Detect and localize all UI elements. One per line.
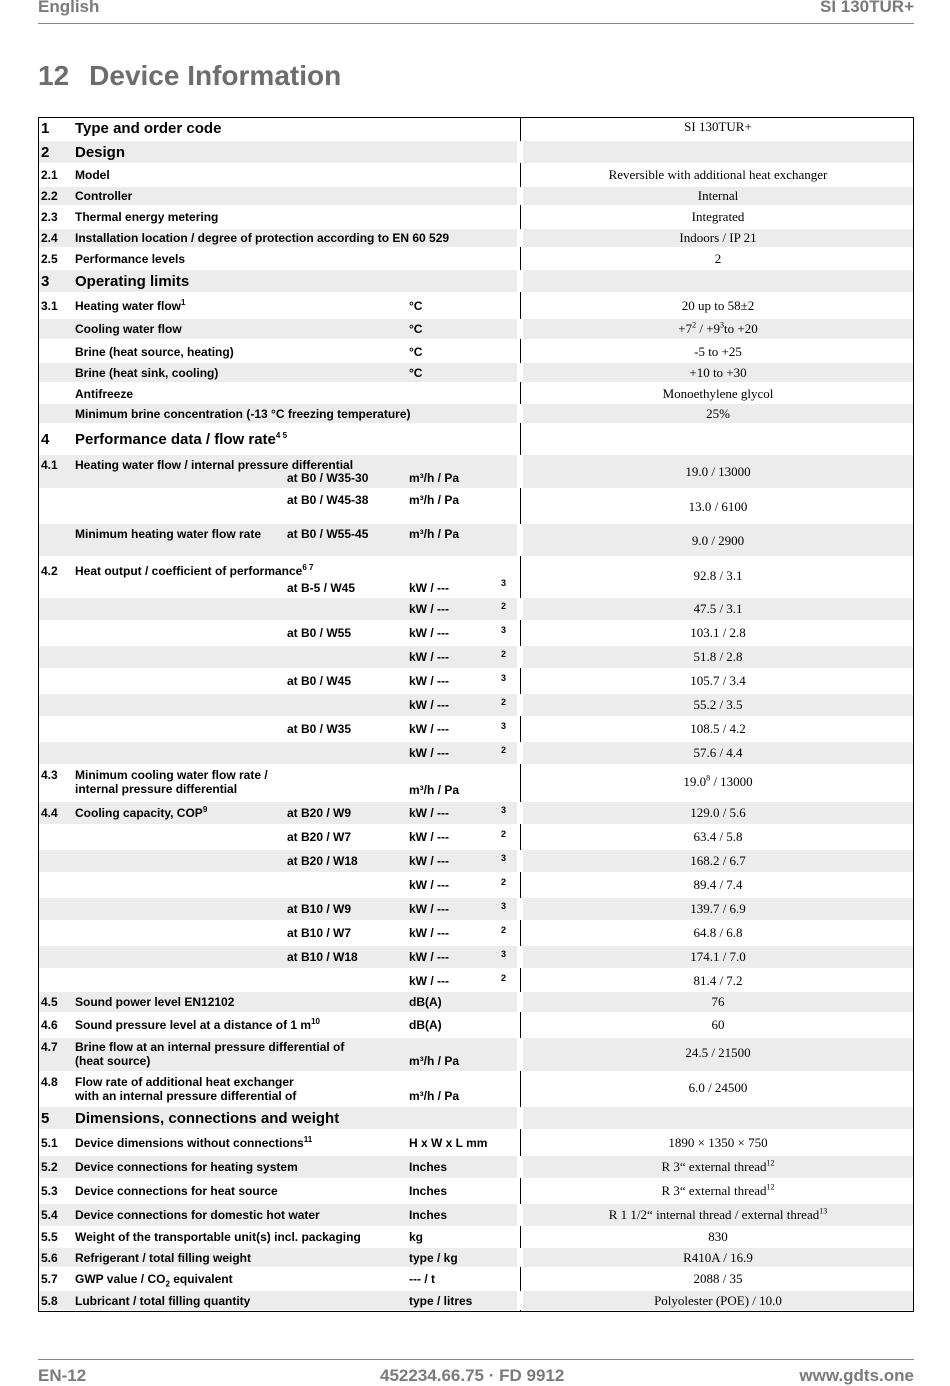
row-unit: kW / --- [409,878,449,892]
row-unit: dB(A) [409,995,442,1009]
table-row [39,898,913,920]
table-row [39,1248,913,1267]
row-unit: kW / --- [409,902,449,916]
row-number: 4 [41,431,50,448]
row-unit: Inches [409,1160,448,1174]
row-number: 5.4 [41,1208,58,1222]
table-row [39,802,913,824]
row-value: R 3“ external thread$^{12}$ [661,1158,775,1174]
row-value: R410A / 16.9 [683,1250,753,1265]
row-condition: at B10 / W9 [287,902,352,916]
row-unit: type / litres [409,1294,473,1308]
table-row [39,166,913,184]
row-value: Polyolester (POE) / 10.0 [654,1293,782,1308]
row-label: Performance levels [75,252,186,266]
row-label: Performance data / flow rate$^{4 5}$ [75,431,288,448]
table-row [39,850,913,872]
row-number: 4.3 [41,768,58,782]
row-number: 5.5 [41,1230,58,1244]
row-value: 13.0 / 6100 [688,499,748,514]
row-unit: kW / --- [409,950,449,964]
row-stage-marker: 3 [501,578,507,588]
row-stage-marker: 2 [501,649,507,659]
row-gap [517,141,523,163]
row-label: Heat output / coefficient of performance$^{6 7}$ [75,563,314,578]
row-value: 2088 / 35 [693,1271,743,1286]
row-condition: at B-5 / W45 [287,581,356,595]
row-number: 4.8 [41,1075,58,1089]
row-number: 4.1 [41,458,58,472]
row-stage-marker: 2 [501,697,507,707]
row-value: 108.5 / 4.2 [690,721,746,736]
footer-document-id: 452234.66.75 · FD 9912 [380,1366,565,1385]
row-value: Internal [697,188,739,203]
row-number: 2.5 [41,252,58,266]
table-row [39,1073,913,1106]
footnote-marker: 8 [706,773,711,783]
row-unit: Inches [409,1208,448,1222]
table-row [39,946,913,968]
row-stage-marker: 2 [501,745,507,755]
row-value: 1890 × 1350 × 750 [668,1135,768,1150]
device-info-table [38,117,914,1312]
row-number: 5.2 [41,1160,58,1174]
row-stage-marker: 2 [501,925,507,935]
footnote-marker: 13 [819,1206,828,1216]
table-row [39,404,913,423]
row-value: $+7^2 / +9^3to +20$ [678,320,758,336]
row-number: 5.7 [41,1272,58,1286]
row-unit: kW / --- [409,626,449,640]
footnote-marker: 4 5 [275,431,288,440]
table-row [39,342,913,361]
row-label: Device connections for heating system [75,1160,298,1174]
row-stage-marker: 2 [501,877,507,887]
row-number: 5.6 [41,1251,58,1265]
row-label: Brine (heat sink, cooling) [75,366,219,380]
table-row [39,766,913,799]
row-unit: °C [409,345,423,359]
row-label: GWP value / $CO_2$ equivalent [75,1272,233,1289]
table-row [39,229,913,247]
row-stage-marker: 3 [501,853,507,863]
row-value: R 1 1/2“ internal thread / external thread$^{13}$ [608,1206,828,1222]
footer-page-number: EN-12 [38,1366,87,1385]
row-value: 76 [711,994,725,1009]
table-row [39,208,913,226]
row-number: 4.4 [41,806,58,820]
table-row [39,1014,913,1036]
row-unit: --- / t [409,1272,435,1286]
table-row [39,1227,913,1246]
row-label: Brine (heat source, heating) [75,345,234,359]
row-stage-marker: 3 [501,673,507,683]
row-unit: kW / --- [409,602,449,616]
row-value: 6.0 / 24500 [688,1080,748,1095]
table-row [39,694,913,716]
table-row [39,141,913,163]
row-unit: kW / --- [409,926,449,940]
row-condition: at B20 / W9 [287,806,352,820]
row-unit: H x W x L mm [409,1136,488,1150]
row-condition: at B20 / W7 [287,830,352,844]
row-unit: m³/h / Pa [409,1089,460,1103]
table-row [39,1107,913,1129]
row-label: Antifreeze [75,387,134,401]
row-condition: at B0 / W45 [287,674,352,688]
row-unit: kW / --- [409,581,449,595]
table-row [39,296,913,316]
table-row [39,1156,913,1178]
row-value: -5 to +25 [694,344,742,359]
row-label: Minimum heating water flow rate [75,527,262,541]
row-label: Device connections for heat source [75,1184,278,1198]
row-value: 2 [714,251,722,266]
table-row [39,1132,913,1154]
table-row [39,874,913,896]
row-label: Weight of the transportable unit(s) incl. packaging [75,1230,361,1244]
row-label: Type and order code [75,120,222,137]
section-title: Device Information [89,60,342,91]
table-row [39,363,913,382]
table-row [39,670,913,692]
row-number: 2.4 [41,231,58,245]
table-row [39,250,913,268]
table-row [39,490,913,522]
row-value: Reversible with additional heat exchanger [608,167,828,182]
table-row [39,455,913,488]
row-unit: type / kg [409,1251,458,1265]
row-stage-marker: 3 [501,805,507,815]
row-value: SI 130TUR+ [684,119,752,134]
row-value: 168.2 / 6.7 [690,853,746,868]
row-label: Refrigerant / total filling weight [75,1251,252,1265]
page-title [38,60,341,92]
row-unit: kW / --- [409,746,449,760]
row-unit: m³/h / Pa [409,493,460,507]
row-number: 2 [41,144,50,161]
row-stage-marker: 2 [501,973,507,983]
table-row [39,384,913,403]
row-label: Sound pressure level at a distance of 1 $m^{10}$ [75,1017,320,1032]
table-row [39,1269,913,1288]
row-condition: at B0 / W35-30 [287,471,369,485]
table-row [39,992,913,1012]
row-stage-marker: 2 [501,601,507,611]
footnote-marker: 11 [303,1135,313,1144]
row-unit: kW / --- [409,830,449,844]
row-label: Design [75,144,126,161]
subscript: 2 [165,1279,170,1289]
row-condition: at B0 / W35 [287,722,352,736]
header-language: English [38,0,100,16]
row-number: 2.3 [41,210,58,224]
table-row [39,598,913,620]
table-row [39,524,913,556]
table-row [39,622,913,644]
row-value: 63.4 / 5.8 [693,829,743,844]
row-value: 129.0 / 5.6 [690,805,746,820]
row-number: 2.2 [41,189,58,203]
row-condition: at B0 / W45-38 [287,493,369,507]
footnote-marker: 1 [181,298,186,307]
row-gap [517,1107,523,1129]
table-row [39,1038,913,1071]
row-label: Minimum cooling water flow rate / internal pressure differential [75,768,268,796]
footnote-marker: 12 [766,1182,775,1192]
row-unit: kW / --- [409,650,449,664]
row-value: 20 up to 58±2 [681,298,755,313]
row-label: Lubricant / total filling quantity [75,1294,251,1308]
row-value: 64.8 / 6.8 [693,925,743,940]
row-label: Brine flow at an internal pressure differential of (heat source) [75,1040,345,1068]
table-row [39,118,913,139]
row-unit: Inches [409,1184,448,1198]
header-model: SI 130TUR+ [819,0,914,16]
row-stage-marker: 3 [501,721,507,731]
footnote-marker: 10 [311,1017,320,1026]
table-row [39,270,913,292]
row-value: R 3“ external thread$^{12}$ [661,1182,775,1198]
row-label: Dimensions, connections and weight [75,1110,340,1127]
row-number: 1 [41,120,50,137]
row-label: Controller [75,189,133,203]
footnote-marker: 2 [692,320,697,330]
row-value: 139.7 / 6.9 [690,901,746,916]
row-label: Minimum brine concentration (-13 °C freezing temperature) [75,407,411,421]
row-label: Heating water flow$^1$ [75,298,186,313]
row-label: Model [75,168,110,182]
table-row [39,718,913,740]
row-condition: at B0 / W55-45 [287,527,369,541]
row-label: Installation location / degree of protection according to EN 60 529 [75,231,450,245]
row-stage-marker: 2 [501,829,507,839]
row-value: 24.5 / 21500 [685,1045,751,1060]
row-label: Heating water flow / internal pressure differential [75,458,354,472]
row-value: 55.2 / 3.5 [693,697,743,712]
table-row [39,1180,913,1202]
row-gap [517,270,523,292]
table-row [39,826,913,848]
row-value: 25% [706,406,730,421]
row-number: 4.7 [41,1040,58,1054]
row-number: 5.3 [41,1184,58,1198]
row-condition: at B20 / W18 [287,854,358,868]
row-value: 19.0$^8$ / 13000 [683,773,753,789]
row-label: Flow rate of additional heat exchanger with an internal pressure differential of [75,1075,297,1103]
row-value: 174.1 / 7.0 [690,949,746,964]
section-number: 12 [38,60,70,91]
row-label: Cooling capacity, COP$^9$ [75,805,208,820]
row-unit: kW / --- [409,722,449,736]
table-row [39,742,913,764]
row-number: 2.1 [41,168,58,182]
row-unit: °C [409,322,423,336]
row-number: 5.8 [41,1294,58,1308]
row-value: Indoors / IP 21 [679,230,757,245]
footer-website: www.gdts.one [799,1366,914,1385]
row-value: 47.5 / 3.1 [693,601,743,616]
row-label: Cooling water flow [75,322,182,336]
row-number: 3 [41,273,50,290]
row-number: 4.6 [41,1018,58,1032]
table-row [39,970,913,992]
table-row [39,1204,913,1226]
row-value: 92.8 / 3.1 [693,568,743,583]
row-value: 103.1 / 2.8 [690,625,746,640]
table-row [39,559,913,595]
row-unit: °C [409,299,423,313]
row-label: Operating limits [75,273,190,290]
footnote-marker: 6 7 [302,563,314,572]
row-stage-marker: 3 [501,625,507,635]
table-row [39,319,913,339]
row-number: 3.1 [41,299,58,313]
row-value: 830 [708,1229,728,1244]
row-value: 9.0 / 2900 [691,533,745,548]
row-value: 51.8 / 2.8 [693,649,743,664]
row-stage-marker: 3 [501,949,507,959]
row-value: 89.4 / 7.4 [693,877,743,892]
row-unit: kW / --- [409,698,449,712]
footnote-marker: 3 [720,320,725,330]
footer-divider [38,1359,914,1360]
row-condition: at B0 / W55 [287,626,352,640]
row-value: +10 to +30 [689,365,747,380]
row-value: 19.0 / 13000 [685,464,751,479]
row-stage-marker: 3 [501,901,507,911]
row-condition: at B10 / W18 [287,950,358,964]
row-value: Integrated [691,209,745,224]
row-unit: kW / --- [409,674,449,688]
row-value: 60 [711,1017,725,1032]
row-number: 5 [41,1110,50,1127]
row-condition: at B10 / W7 [287,926,352,940]
row-unit: °C [409,366,423,380]
row-value: Monoethylene glycol [662,386,774,401]
row-value: 81.4 / 7.2 [693,973,743,988]
row-label: Device connections for domestic hot water [75,1208,320,1222]
header-divider [38,23,914,24]
row-unit: m³/h / Pa [409,783,460,797]
row-unit: m³/h / Pa [409,471,460,485]
row-number: 5.1 [41,1136,58,1150]
table-row [39,426,913,452]
table-row [39,646,913,668]
row-unit: kW / --- [409,854,449,868]
row-unit: kW / --- [409,806,449,820]
table-row [39,1291,913,1310]
footnote-marker: 9 [202,805,208,814]
row-label: Thermal energy metering [75,210,219,224]
row-value: 105.7 / 3.4 [690,673,746,688]
row-value: 57.6 / 4.4 [693,745,743,760]
row-unit: kg [409,1230,424,1244]
table-row [39,187,913,205]
table-row [39,922,913,944]
row-unit: m³/h / Pa [409,1054,460,1068]
row-label: Device dimensions without connections$^{11}$ [75,1135,313,1150]
row-number: 4.2 [41,564,58,578]
row-number: 4.5 [41,995,58,1009]
row-unit: m³/h / Pa [409,527,460,541]
footnote-marker: 12 [766,1158,775,1168]
row-unit: dB(A) [409,1018,442,1032]
row-label: Sound power level EN12102 [75,995,235,1009]
row-unit: kW / --- [409,974,449,988]
